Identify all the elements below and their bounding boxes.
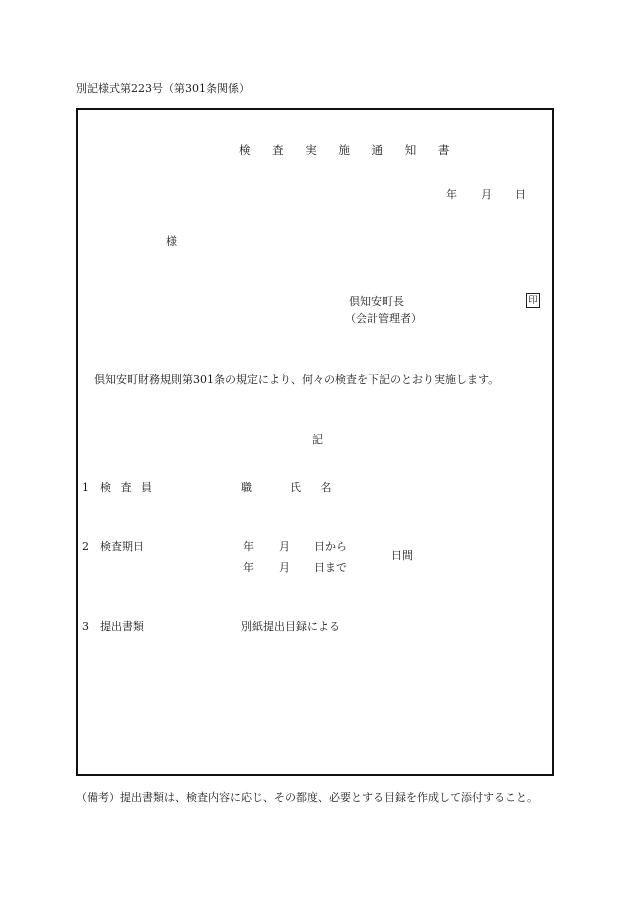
item-2-number: 2 xyxy=(82,540,89,553)
item-2-row1-month: 月 xyxy=(279,540,290,553)
date-year-label: 年 xyxy=(446,188,457,201)
addressee-suffix: 様 xyxy=(166,235,177,248)
date-day-label: 日 xyxy=(515,188,526,201)
item-2-label: 検査期日 xyxy=(100,540,144,553)
item-2-row1-day: 日から xyxy=(314,540,347,553)
item-2-days-label: 日間 xyxy=(391,549,413,562)
item-2-row2-month: 月 xyxy=(279,561,290,574)
seal-mark: 印 xyxy=(526,293,540,308)
form-header: 別記様式第223号（第301条関係） xyxy=(76,82,250,95)
item-3-label: 提出書類 xyxy=(100,620,144,633)
item-3-number: 3 xyxy=(82,620,89,633)
date-month-label: 月 xyxy=(481,188,492,201)
remarks-note: （備考）提出書類は、検査内容に応じ、その都度、必要とする目録を作成して添付すること。 xyxy=(76,791,538,804)
issuer-sub: （会計管理者） xyxy=(345,312,422,325)
item-2-row2-day: 日まで xyxy=(314,561,347,574)
document-title: 検 査 実 施 通 知 書 xyxy=(239,143,459,157)
item-1-label: 検 査 員 xyxy=(100,481,155,494)
item-1-name-label: 氏 名 xyxy=(290,481,340,494)
body-text: 倶知安町財務規則第301条の規定により、何々の検査を下記のとおり実施します。 xyxy=(94,373,500,386)
issuer-name: 倶知安町長 xyxy=(349,295,404,308)
item-2-row2-year: 年 xyxy=(243,561,254,574)
item-3-value: 別紙提出目録による xyxy=(241,620,340,633)
ki-label: 記 xyxy=(312,433,323,446)
item-2-row1-year: 年 xyxy=(243,540,254,553)
item-1-number: 1 xyxy=(82,481,89,494)
item-1-position-label: 職 xyxy=(241,481,252,494)
